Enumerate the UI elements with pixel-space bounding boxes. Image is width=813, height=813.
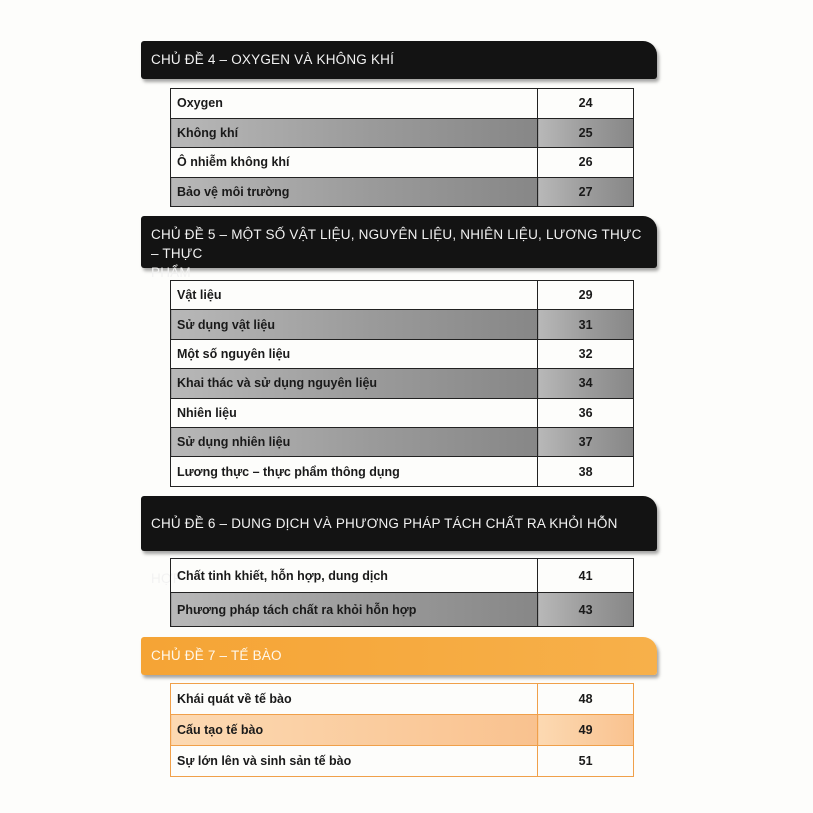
- topic-6-title: CHỦ ĐỀ 6 – DUNG DỊCH VÀ PHƯƠNG PHÁP TÁCH CHẤT RA KHỎI HỖN HỢP: [151, 516, 618, 586]
- entry-title[interactable]: Sử dụng nhiên liệu: [171, 427, 538, 456]
- topic-7-table: [170, 683, 634, 777]
- table-row[interactable]: [171, 457, 634, 486]
- topic-4-table: [170, 88, 634, 207]
- topic-4-title: CHỦ ĐỀ 4 – OXYGEN VÀ KHÔNG KHÍ: [151, 52, 395, 67]
- topic-5-title-line1: CHỦ ĐỀ 5 – MỘT SỐ VẬT LIỆU, NGUYÊN LIỆU, NHIÊN LIỆU, LƯƠNG THỰC – THỰC: [151, 227, 642, 261]
- entry-page: 49: [538, 715, 634, 746]
- table-row[interactable]: [171, 89, 634, 119]
- entry-title[interactable]: Khai thác và sử dụng nguyên liệu: [171, 369, 538, 398]
- table-row[interactable]: [171, 684, 634, 715]
- topic-5-header: [141, 216, 657, 280]
- entry-page: 51: [538, 746, 634, 777]
- topic-5-title-line2: PHẨM: [151, 265, 191, 280]
- entry-title[interactable]: Bảo vệ môi trường: [171, 177, 538, 207]
- table-row[interactable]: [171, 339, 634, 368]
- entry-title[interactable]: Một số nguyên liệu: [171, 339, 538, 368]
- topic-6-table: [170, 558, 634, 627]
- entry-page: 24: [538, 89, 634, 119]
- table-row[interactable]: [171, 177, 634, 207]
- entry-title[interactable]: Không khí: [171, 118, 538, 148]
- entry-title[interactable]: Khái quát về tế bào: [171, 684, 538, 715]
- entry-page: 41: [538, 559, 634, 593]
- entry-page: 36: [538, 398, 634, 427]
- entry-title[interactable]: Lương thực – thực phẩm thông dụng: [171, 457, 538, 486]
- entry-title[interactable]: Oxygen: [171, 89, 538, 119]
- entry-title[interactable]: Chất tinh khiết, hỗn hợp, dung dịch: [171, 559, 538, 593]
- entry-page: 25: [538, 118, 634, 148]
- table-row[interactable]: [171, 746, 634, 777]
- entry-page: 37: [538, 427, 634, 456]
- topic-7-header: [141, 637, 657, 675]
- entry-page: 27: [538, 177, 634, 207]
- entry-page: 48: [538, 684, 634, 715]
- entry-page: 34: [538, 369, 634, 398]
- topic-4-header: [141, 41, 657, 79]
- table-row[interactable]: [171, 281, 634, 310]
- entry-page: 29: [538, 281, 634, 310]
- table-row[interactable]: [171, 593, 634, 627]
- entry-page: 43: [538, 593, 634, 627]
- entry-title[interactable]: Sử dụng vật liệu: [171, 310, 538, 339]
- entry-title[interactable]: Sự lớn lên và sinh sản tế bào: [171, 746, 538, 777]
- entry-title[interactable]: Nhiên liệu: [171, 398, 538, 427]
- topic-7-title: CHỦ ĐỀ 7 – TẾ BÀO: [151, 648, 282, 663]
- table-row[interactable]: [171, 369, 634, 398]
- entry-page: 31: [538, 310, 634, 339]
- entry-title[interactable]: Vật liệu: [171, 281, 538, 310]
- entry-title[interactable]: Ô nhiễm không khí: [171, 148, 538, 178]
- entry-page: 38: [538, 457, 634, 486]
- table-row[interactable]: [171, 398, 634, 427]
- table-row[interactable]: [171, 427, 634, 456]
- entry-page: 26: [538, 148, 634, 178]
- table-row[interactable]: [171, 118, 634, 148]
- table-row[interactable]: [171, 559, 634, 593]
- entry-page: 32: [538, 339, 634, 368]
- table-row[interactable]: [171, 310, 634, 339]
- entry-title[interactable]: Phương pháp tách chất ra khỏi hỗn hợp: [171, 593, 538, 627]
- entry-title[interactable]: Cấu tạo tế bào: [171, 715, 538, 746]
- table-row[interactable]: [171, 148, 634, 178]
- table-row[interactable]: [171, 715, 634, 746]
- topic-5-table: [170, 280, 634, 487]
